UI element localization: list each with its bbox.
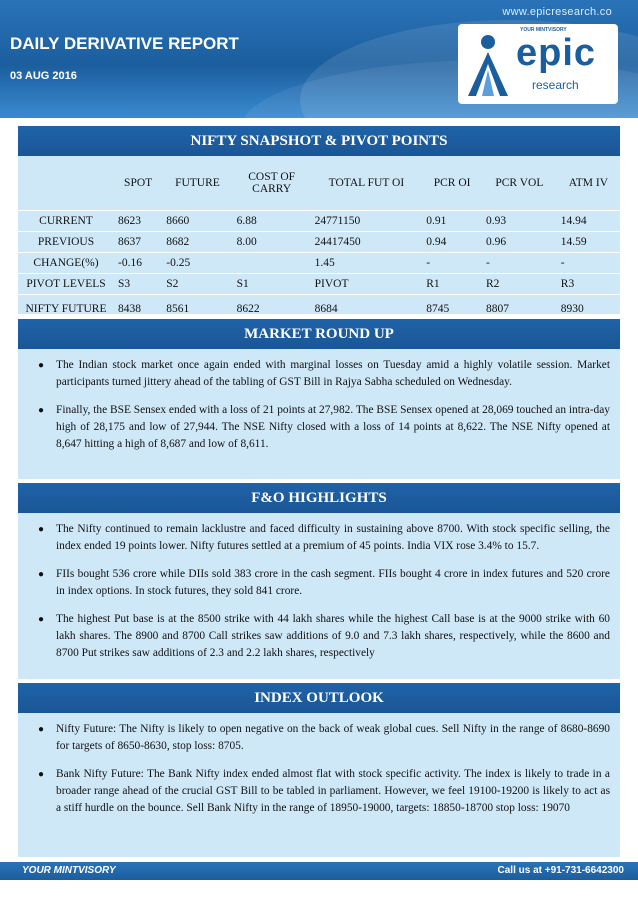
index-outlook-list [18, 713, 620, 817]
list-item: ● The Indian stock market once again ended with marginal losses on Tuesday amid a highly volatile session. Market participants turned jittery ahead of the tabling of GST Bill in Rajya Sabha scheduled on Wednesday. [38, 359, 610, 388]
fo-highlights-title: F&O HIGHLIGHTS [18, 483, 620, 513]
index-outlook-title: INDEX OUTLOOK [18, 683, 620, 713]
bullet-icon: ● [38, 524, 45, 535]
table-cell: 8.00 [233, 231, 311, 252]
column-header: PCR VOL [495, 176, 544, 189]
table-cell: 0.96 [482, 231, 557, 252]
table-cell: 8807 [482, 294, 557, 323]
table-cell: - [482, 252, 557, 273]
table-cell: - [557, 252, 620, 273]
list-item: ● Bank Nifty Future: The Bank Nifty index ended almost flat with stock specific activity. The index is likely to trade in a broader range ahead of the crucial GST Bill to be tabled in parliament. However, we feel 19100-19200 is likely to act as a stiff hurdle on the bounce. Sell Bank Nifty in the range of 18950-19000, targets: 18850-18700 stop loss: 19070 [38, 768, 610, 814]
table-cell: 8623 [114, 210, 162, 231]
snapshot-section [18, 126, 620, 314]
logo-mark-icon [464, 30, 512, 98]
table-cell: 8682 [162, 231, 232, 252]
bullet-icon: ● [38, 769, 45, 780]
table-cell: 24417450 [311, 231, 423, 252]
fo-highlights-list [18, 513, 620, 662]
table-cell: CHANGE(%) [18, 252, 114, 273]
footer-phone-link[interactable]: Call us at +91-731-6642300 [497, 865, 624, 876]
list-item: ● Nifty Future: The Nifty is likely to open negative on the back of weak global cues. Sell Nifty in the range of 8680-8690 for targets of 8650-8630, stop loss: 8705. [38, 723, 610, 752]
column-header: ATM IV [568, 176, 609, 189]
table-cell: 1.45 [311, 252, 423, 273]
table-cell: - [422, 252, 482, 273]
bullet-icon: ● [38, 614, 45, 625]
column-header: PCR OI [433, 176, 471, 189]
report-date: 03 AUG 2016 [10, 70, 77, 82]
report-title: DAILY DERIVATIVE REPORT [10, 34, 239, 53]
table-cell: PIVOT [311, 273, 423, 294]
table-cell: 14.94 [557, 210, 620, 231]
list-item: ● The Nifty continued to remain lacklustre and faced difficulty in sustaining above 8700. With stock specific selling, the index ended 19 points lower. Nifty futures settled at a premium of 45 points. India VIX rose 3.4% to 15.7. [38, 523, 610, 552]
bullet-icon: ● [38, 569, 45, 580]
table-cell: 6.88 [233, 210, 311, 231]
table-row [18, 252, 620, 273]
list-item: ● Finally, the BSE Sensex ended with a loss of 21 points at 27,982. The BSE Sensex opened at 28,069 touched an intra-day high of 28,175 and low of 27,944. The NSE Nifty closed with a loss of 14 points at 8,622. The NSE Nifty opened at 8,647 hitting a high of 8,687 and low of 8,611. [38, 404, 610, 450]
column-header: COST OF CARRY [248, 170, 296, 195]
table-cell: S3 [114, 273, 162, 294]
table-cell: 8637 [114, 231, 162, 252]
bullet-icon: ● [38, 360, 45, 371]
table-row [18, 231, 620, 252]
table-cell: NIFTY FUTURE [18, 294, 114, 323]
bullet-icon: ● [38, 724, 45, 735]
snapshot-table [18, 156, 620, 323]
table-cell: 0.93 [482, 210, 557, 231]
table-cell: 0.94 [422, 231, 482, 252]
column-header [18, 156, 114, 210]
list-item: ● The highest Put base is at the 8500 strike with 44 lakh shares while the highest Call base is at the 9000 strike with 60 lakh shares. The 8900 and 8700 Call strikes saw additions of 9.0 and 7.3 lakh shares, respectively, while the 8600 and 8700 Put strikes saw additions of 2.3 and 2.2 lakh shares, respectively [38, 613, 610, 659]
table-row [18, 210, 620, 231]
table-cell: 8622 [233, 294, 311, 323]
table-cell: R1 [422, 273, 482, 294]
table-row [18, 273, 620, 294]
table-cell: -0.16 [114, 252, 162, 273]
table-header-row [18, 156, 620, 210]
logo-subtitle: research [532, 78, 579, 92]
table-cell: CURRENT [18, 210, 114, 231]
table-cell: 8660 [162, 210, 232, 231]
table-cell: R3 [557, 273, 620, 294]
table-cell: R2 [482, 273, 557, 294]
table-cell: 8438 [114, 294, 162, 323]
table-cell: PREVIOUS [18, 231, 114, 252]
market-round-up-list [18, 349, 620, 453]
index-outlook-section [18, 683, 620, 857]
column-header: TOTAL FUT OI [328, 176, 405, 189]
column-header: FUTURE [175, 176, 220, 189]
footer-tagline: YOUR MINTVISORY [22, 865, 116, 876]
table-cell: 0.91 [422, 210, 482, 231]
report-header [0, 0, 638, 118]
table-cell: 8930 [557, 294, 620, 323]
site-url-link[interactable]: www.epicresearch.co [502, 6, 612, 18]
table-cell: S1 [233, 273, 311, 294]
logo-tagline: YOUR MINTVISORY [520, 27, 567, 33]
list-item: ● FIIs bought 536 crore while DIIs sold 383 crore in the cash segment. FIIs bought 4 crore in index futures and 520 crore in index options. In stock futures, they sold 841 crore. [38, 568, 610, 597]
epic-research-logo [458, 24, 618, 104]
table-cell: 14.59 [557, 231, 620, 252]
logo-wordmark: epic [516, 32, 597, 74]
snapshot-title: NIFTY SNAPSHOT & PIVOT POINTS [18, 126, 620, 156]
table-cell: S2 [162, 273, 232, 294]
market-round-up-section [18, 319, 620, 479]
table-cell: -0.25 [162, 252, 232, 273]
table-cell: 8561 [162, 294, 232, 323]
column-header: SPOT [124, 176, 153, 189]
fo-highlights-section [18, 483, 620, 679]
table-cell: PIVOT LEVELS [18, 273, 114, 294]
table-cell: 8745 [422, 294, 482, 323]
table-cell: 24771150 [311, 210, 423, 231]
table-cell [233, 252, 311, 273]
market-round-up-title: MARKET ROUND UP [18, 319, 620, 349]
report-footer [0, 862, 638, 880]
table-cell: 8684 [311, 294, 423, 323]
bullet-icon: ● [38, 405, 45, 416]
